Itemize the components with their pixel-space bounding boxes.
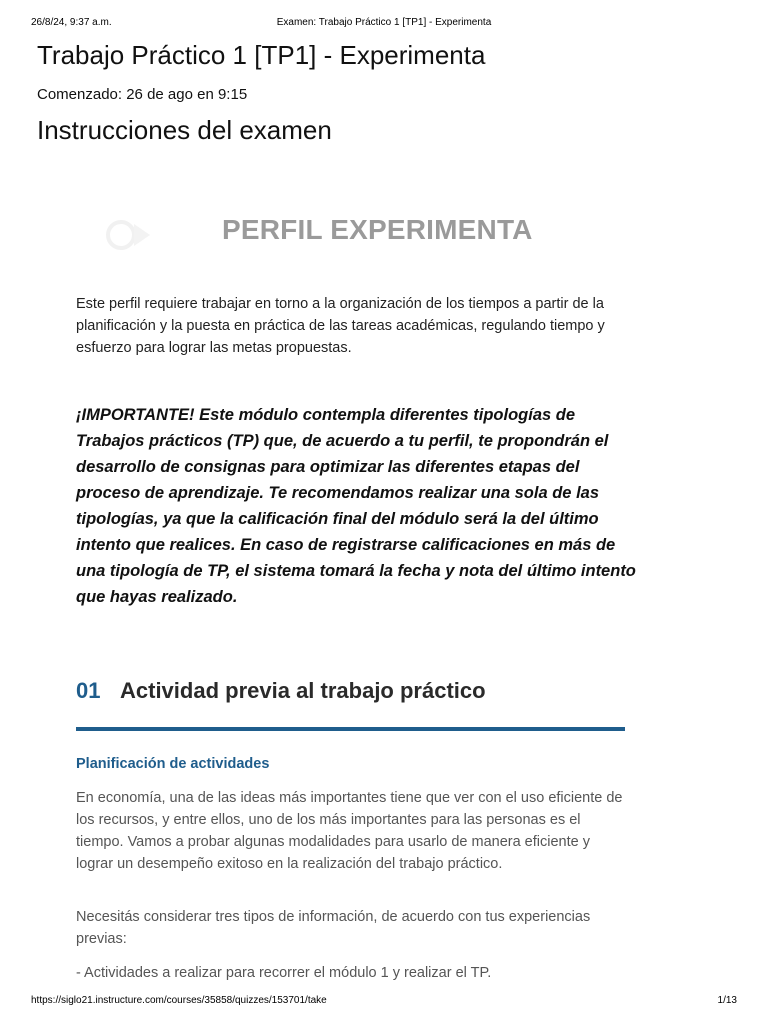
- section-subheading: Planificación de actividades: [76, 756, 270, 772]
- profile-emblem-icon: [104, 218, 156, 252]
- print-datetime: 26/8/24, 9:37 a.m.: [31, 17, 112, 28]
- quiz-started-time: Comenzado: 26 de ago en 9:15: [37, 86, 248, 103]
- section-paragraph: Necesitás considerar tres tipos de información, de acuerdo con tus experiencias previas:: [76, 909, 591, 947]
- print-header: [0, 17, 768, 31]
- profile-title: PERFIL EXPERIMENTA: [222, 214, 533, 245]
- section-divider: [76, 727, 625, 731]
- profile-banner: [100, 212, 660, 256]
- print-page-number: 1/13: [717, 995, 737, 1006]
- section-paragraph: - Actividades a realizar para recorrer el módulo 1 y realizar el TP.: [76, 965, 492, 981]
- section-title: Actividad previa al trabajo práctico: [120, 678, 486, 703]
- quiz-title: Trabajo Práctico 1 [TP1] - Experimenta: [37, 40, 486, 70]
- important-notice: ¡IMPORTANTE! Este módulo contempla diferentes tipologías de Trabajos prácticos (TP) que, de acuerdo a tu perfil, te propondrán el desarrollo de consignas para optimizar las diferentes etapas del proceso de aprendizaje. Te recomendamos realizar una sola de las tipologías, ya que la calificación final del módulo será la del último intento que realices. En caso de registrarse calificaciones en más de una tipología de TP, el sistema tomará la fecha y nota del último intento que hayas realizado.: [76, 406, 636, 606]
- section-paragraph: En economía, una de las ideas más importantes tiene que ver con el uso eficiente de los recursos, y entre ellos, uno de los más importantes para las personas es el tiempo. Vamos a probar algunas modalidades para usarlo de manera eficiente y lograr un desempeño exitoso en la realización del trabajo práctico.: [76, 790, 623, 872]
- print-document-title: Examen: Trabajo Práctico 1 [TP1] - Experimenta: [276, 17, 492, 28]
- section-number: 01: [76, 678, 101, 703]
- instructions-heading: Instrucciones del examen: [37, 115, 332, 145]
- print-url: https://siglo21.instructure.com/courses/35858/quizzes/153701/take: [31, 995, 327, 1006]
- profile-description: Este perfil requiere trabajar en torno a la organización de los tiempos a partir de la planificación y la puesta en práctica de las tareas académicas, regulando tiempo y esfuerzo para lograr las metas propuestas.: [76, 296, 605, 356]
- section-header: [76, 676, 625, 732]
- print-footer: [0, 995, 768, 1009]
